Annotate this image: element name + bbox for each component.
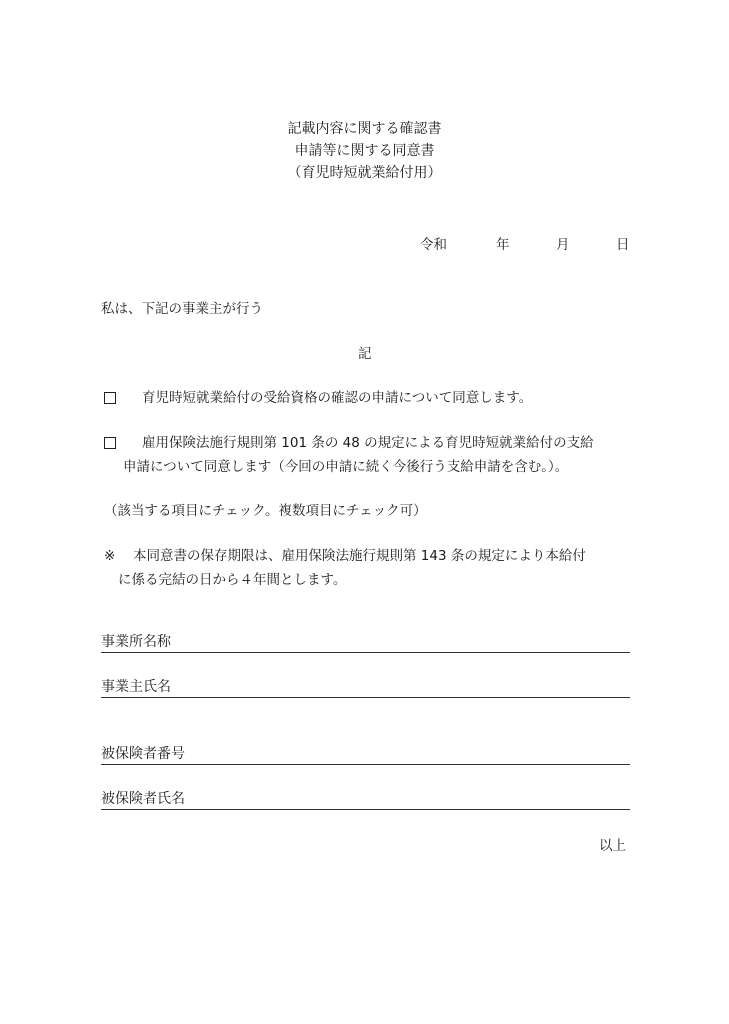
title-line-3: （育児時短就業給付用） (287, 165, 442, 181)
check-instruction-note: （該当する項目にチェック。複数項目にチェック可） (104, 503, 427, 519)
field-insured-number[interactable] (101, 744, 630, 765)
checkbox-benefit-application-consent[interactable] (104, 437, 116, 449)
date-era: 令和 (420, 237, 447, 253)
checkbox-2-label-line-2: 申請について同意します（今回の申請に続く今後行う支給申請を含む。）。 (123, 459, 569, 475)
document-title (0, 118, 729, 184)
ki-heading: 記 (358, 346, 372, 362)
date-month-label[interactable]: 月 (556, 237, 570, 253)
date-row (420, 233, 630, 253)
field-insured-name-label: 被保険者氏名 (101, 791, 185, 807)
checkbox-eligibility-consent[interactable] (104, 392, 116, 404)
intro-text: 私は、下記の事業主が行う (101, 301, 263, 317)
notice-mark-icon: ※ (104, 548, 116, 564)
closing-text: 以上 (599, 838, 626, 854)
title-line-2: 申請等に関する同意書 (294, 143, 435, 159)
field-employer-name[interactable] (101, 677, 630, 698)
field-business-name[interactable] (101, 632, 630, 653)
checkbox-1-label: 育児時短就業給付の受給資格の確認の申請について同意します。 (142, 390, 533, 406)
notice-line-1: 本同意書の保存期限は、雇用保険法施行規則第 143 条の規定により本給付 (133, 548, 586, 564)
date-year-label[interactable]: 年 (496, 237, 510, 253)
field-insured-number-label: 被保険者番号 (101, 746, 185, 762)
field-employer-name-label: 事業主氏名 (101, 679, 171, 695)
date-day-label[interactable]: 日 (616, 237, 630, 253)
field-business-name-label: 事業所名称 (101, 634, 171, 650)
field-insured-name[interactable] (101, 789, 630, 810)
notice-line-2: に係る完結の日から４年間とします。 (118, 572, 347, 588)
checkbox-2-label-line-1: 雇用保険法施行規則第 101 条の 48 の規定による育児時短就業給付の支給 (142, 435, 594, 451)
title-line-1: 記載内容に関する確認書 (287, 121, 442, 137)
